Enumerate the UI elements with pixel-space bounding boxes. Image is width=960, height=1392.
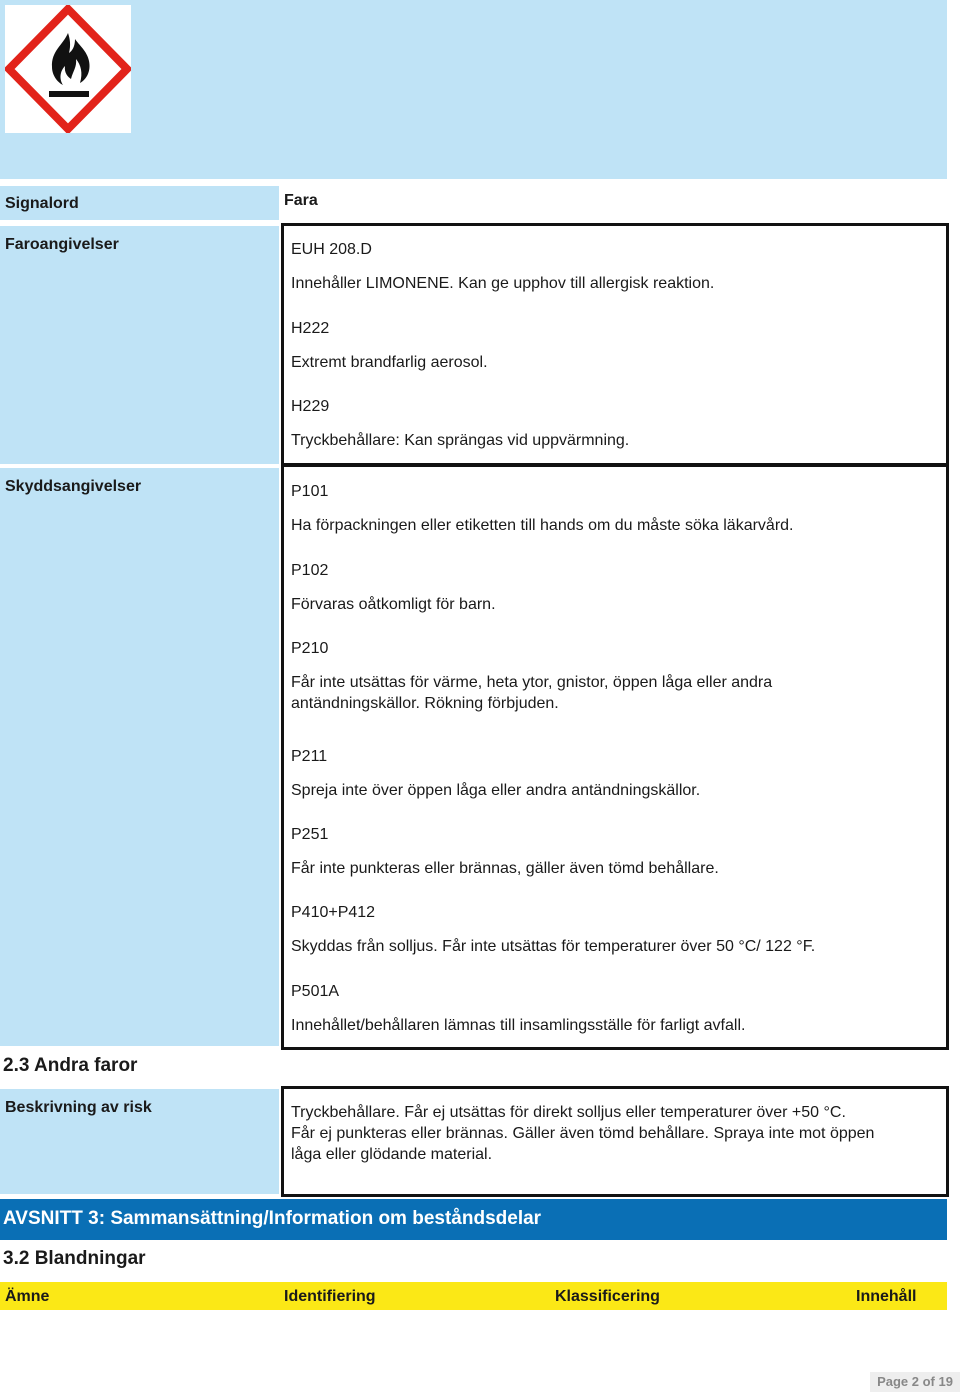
hazard-statements-label: Faroangivelser [0, 226, 279, 464]
precaution-text-continued: antändningskällor. Rökning förbjuden. [291, 695, 559, 712]
precaution-code: P410+P412 [291, 904, 376, 921]
risk-line: Får ej punkteras eller brännas. Gäller även tömd behållare. Spraya inte mot öppen [291, 1125, 875, 1142]
precautionary-statements-label: Skyddsangivelser [0, 468, 279, 1046]
signal-word-value: Fara [284, 192, 318, 209]
precaution-text: Innehållet/behållaren lämnas till insamlingsställe för farligt avfall. [291, 1017, 746, 1034]
ghs-pictogram [5, 5, 131, 133]
hazard-statements-box [281, 223, 949, 466]
section-3-title: AVSNITT 3: Sammansättning/Information om beståndsdelar [0, 1199, 947, 1240]
column-header-classification: Klassificering [555, 1288, 660, 1305]
risk-line: låga eller glödande material. [291, 1146, 493, 1163]
section-3-2-heading: 3.2 Blandningar [3, 1248, 146, 1269]
flame-icon [5, 5, 131, 133]
pictogram-band [0, 0, 947, 179]
precaution-code: P251 [291, 826, 329, 843]
precaution-text: Förvaras oåtkomligt för barn. [291, 596, 496, 613]
column-header-identification: Identifiering [284, 1288, 376, 1305]
section-2-3-heading: 2.3 Andra faror [3, 1055, 138, 1076]
precaution-code: P211 [291, 748, 328, 765]
precaution-code: P210 [291, 640, 329, 657]
precaution-text: Ha förpackningen eller etiketten till hands om du måste söka läkarvård. [291, 517, 794, 534]
precaution-code: P101 [291, 483, 329, 500]
precaution-text: Får inte utsättas för värme, heta ytor, gnistor, öppen låga eller andra [291, 674, 773, 691]
column-header-content: Innehåll [856, 1288, 917, 1305]
hazard-code: H222 [291, 320, 330, 337]
hazard-text: Extremt brandfarlig aerosol. [291, 354, 488, 371]
precaution-text: Skyddas från solljus. Får inte utsättas för temperaturer över 50 °C/ 122 °F. [291, 938, 816, 955]
page-number: Page 2 of 19 [870, 1372, 960, 1392]
precaution-code: P501A [291, 983, 340, 1000]
hazard-code: H229 [291, 398, 330, 415]
mixture-table-header [0, 1282, 947, 1310]
precaution-text: Spreja inte över öppen låga eller andra antändningskällor. [291, 782, 701, 799]
hazard-text: Innehåller LIMONENE. Kan ge upphov till allergisk reaktion. [291, 275, 715, 292]
hazard-text: Tryckbehållare: Kan sprängas vid uppvärmning. [291, 432, 630, 449]
precautionary-statements-box [281, 464, 949, 1050]
signal-word-label: Signalord [0, 186, 279, 220]
precaution-text: Får inte punkteras eller brännas, gäller även tömd behållare. [291, 860, 719, 877]
precaution-code: P102 [291, 562, 329, 579]
risk-line: Tryckbehållare. Får ej utsättas för direkt solljus eller temperaturer över +50 °C. [291, 1104, 846, 1121]
risk-description-label: Beskrivning av risk [0, 1089, 279, 1194]
hazard-code: EUH 208.D [291, 241, 372, 258]
column-header-substance: Ämne [5, 1288, 50, 1305]
